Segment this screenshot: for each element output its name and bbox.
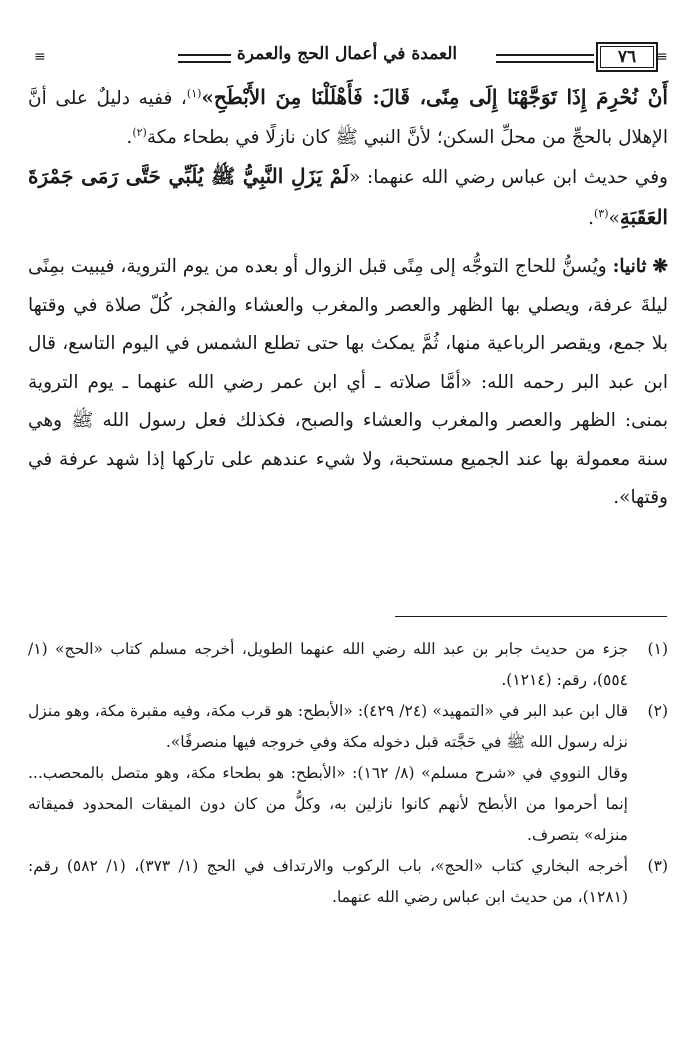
- footnote-2: (٢) قال ابن عبد البر في «التمهيد» (٢٤/ ٤٢٩): «الأبطح: هو قرب مكة، وفيه مقبرة مكة، وهو منزل نزله رسول الله ﷺ في حَجَّته قبل دخوله مكة وفي خروجه فيها منصرفًا». وقال النووي في «شرح مسلم» (٨/ ١٦٢): «الأبطح: هو بطحاء مكة، وهو متصل بالمحصب... إنما أحرموا من الأبطح لأنهم كانوا نازلين به، وكلُّ من كان دون الميقات المحدود فميقاته منزله» بتصرف.: [28, 702, 668, 844]
- footnote-3: (٣) أخرجه البخاري كتاب «الحج»، باب الركوب والارتداف في الحج (١/ ٣٧٣)، (١/ ٥٨٢) رقم: (١٢٨١)، من حديث ابن عباس رضي الله عنهما.: [28, 857, 668, 906]
- section-label: ثانيا:: [612, 256, 647, 277]
- footnote-1: (١) جزء من حديث جابر بن عبد الله رضي الله عنهما الطويل، أخرجه مسلم كتاب «الحج» (١/ ٥٥٤)، رقم: (١٢١٤).: [28, 640, 668, 689]
- running-title: العمدة في أعمال الحج والعمرة: [28, 44, 666, 64]
- page-header: [28, 40, 666, 74]
- footnote-ref-1[interactable]: (١): [186, 86, 202, 100]
- paragraph-2: وفي حديث ابن عباس رضي الله عنهما: «لَمْ يَزَلِ النَّبِيُّ ﷺ يُلَبِّي حَتَّى رَمَى جَمْرَةَ العَقَبَةِ»$^{(٣)}$.: [28, 164, 668, 229]
- header-ornament-right: ≡: [656, 49, 668, 65]
- footnote-divider: [395, 616, 667, 617]
- footnotes: [28, 634, 668, 913]
- footnote-ref-3[interactable]: (٣): [593, 206, 609, 220]
- header-rule-right: [496, 54, 594, 63]
- page-number: ٧٦: [596, 42, 658, 72]
- paragraph-1: أَنْ نُحْرِمَ إِذَا تَوَجَّهْنَا إِلَى مِنًى، قَالَ: فَأَهْلَلْنَا مِنَ الأَبْطَحِ»$^{(١)}$، ففيه دليلٌ على أنَّ الإهلال بالحجِّ من محلِّ السكن؛ لأنَّ النبي ﷺ كان نازلًا في بطحاء مكة$^{(٢)}$.: [28, 85, 668, 148]
- paragraph-3: ❋ ثانيا: ويُسنُّ للحاج التوجُّه إلى مِنًى قبل الزوال أو بعده من يوم التروية، فيبيت بمِنًى ليلةَ عرفة، ويصلي بها الظهر والعصر والمغرب والعشاء والفجر، كُلّ صلاة في وقتها بلا جمع، ويقصر الرباعية منها، ثُمَّ يمكث بها حتى تطلع الشمس في اليوم التاسع، قال ابن عبد البر رحمه الله: «أمَّا صلاته ـ أي ابن عمر رضي الله عنهما ـ يوم التروية بمنى: الظهر والعصر والمغرب والعشاء والصبح، فكذلك فعل رسول الله ﷺ وهي سنة معمولة بها عند الجميع مستحبة، ولا شيء عندهم على تاركها إذا شهد عرفة في وقتها».: [28, 256, 668, 508]
- main-text: [28, 78, 668, 518]
- hadith-quote-2: لَمْ يَزَلِ النَّبِيُّ ﷺ يُلَبِّي حَتَّى رَمَى جَمْرَةَ العَقَبَةِ: [28, 164, 668, 229]
- footnote-ref-2[interactable]: (٢): [132, 125, 147, 139]
- hadith-quote: أَنْ نُحْرِمَ إِذَا تَوَجَّهْنَا إِلَى مِنًى، قَالَ: فَأَهْلَلْنَا مِنَ الأَبْطَحِ: [213, 85, 668, 109]
- header-ornament-left: ≡: [34, 49, 46, 65]
- bullet-ornament-icon: ❋: [652, 256, 668, 277]
